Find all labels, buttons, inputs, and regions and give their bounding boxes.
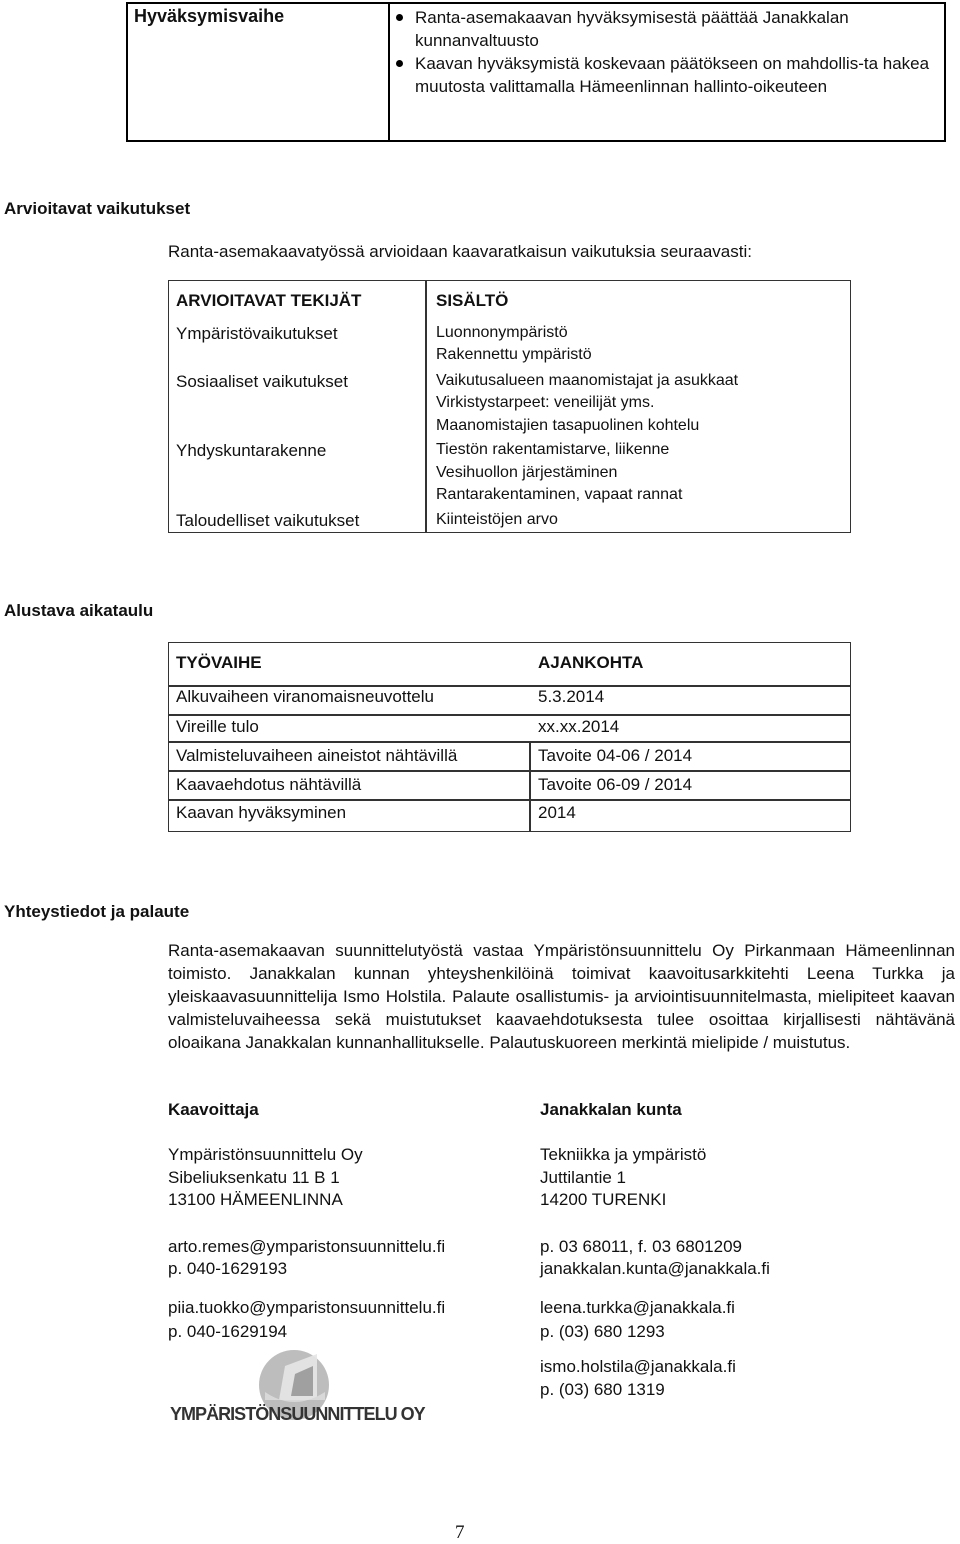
- municipality-street: Juttilantie 1: [540, 1168, 626, 1187]
- schedule-time: 5.3.2014: [538, 687, 605, 706]
- impact-factor: Sosiaaliset vaikutukset: [176, 372, 348, 391]
- logo-text: YMPÄRISTÖNSUUNNITTELU OY: [170, 1404, 426, 1424]
- municipality-org: Tekniikka ja ympäristö: [540, 1145, 707, 1164]
- schedule-row-divider: [168, 741, 851, 743]
- impact-content: Luonnonympäristö: [436, 324, 568, 341]
- impact-content: Maanomistajien tasapuolinen kohtelu: [436, 417, 700, 434]
- planner-email[interactable]: piia.tuokko@ymparistonsuunnittelu.fi: [168, 1298, 446, 1317]
- impacts-col-right-header: SISÄLTÖ: [436, 291, 509, 310]
- schedule-time: Tavoite 04-06 / 2014: [538, 746, 693, 765]
- planner-city: 13100 HÄMEENLINNA: [168, 1190, 343, 1209]
- schedule-phase: Alkuvaiheen viranomaisneuvottelu: [176, 687, 434, 706]
- impacts-table-divider: [425, 280, 427, 533]
- planner-title: Kaavoittaja: [168, 1100, 259, 1119]
- schedule-col-phase-header: TYÖVAIHE: [176, 653, 262, 672]
- approval-list: [396, 6, 941, 98]
- schedule-time: 2014: [538, 803, 576, 822]
- company-logo: [167, 1348, 429, 1432]
- municipality-phone: p. (03) 680 1319: [540, 1380, 665, 1399]
- impacts-heading: Arvioitavat vaikutukset: [4, 199, 191, 218]
- impacts-col-left-header: ARVIOITAVAT TEKIJÄT: [176, 291, 362, 310]
- municipality-city: 14200 TURENKI: [540, 1190, 667, 1209]
- impact-factor: Taloudelliset vaikutukset: [176, 511, 360, 530]
- schedule-phase: Vireille tulo: [176, 717, 259, 736]
- planner-phone: p. 040-1629193: [168, 1259, 288, 1278]
- municipality-email[interactable]: leena.turkka@janakkala.fi: [540, 1298, 735, 1317]
- planner-phone: p. 040-1629194: [168, 1322, 288, 1341]
- page-number: 7: [455, 1522, 465, 1543]
- impact-content: Rantarakentaminen, vapaat rannat: [436, 486, 683, 503]
- schedule-heading: Alustava aikataulu: [4, 601, 154, 620]
- approval-item: Kaavan hyväksymistä koskevaan päätökseen on mahdollis-ta hakea muutosta valittamalla Hämeenlinnan hallinto-oikeuteen: [396, 52, 935, 98]
- schedule-phase: Valmisteluvaiheen aineistot nähtävillä: [176, 746, 458, 765]
- impact-content: Vaikutusalueen maanomistajat ja asukkaat: [436, 372, 739, 389]
- approval-item: Ranta-asemakaavan hyväksymisestä päättää Janakkalan kunnanvaltuusto: [396, 6, 915, 52]
- approval-label: Hyväksymisvaihe: [134, 6, 285, 26]
- municipality-email[interactable]: ismo.holstila@janakkala.fi: [540, 1357, 736, 1376]
- impact-factor: Ympäristövaikutukset: [176, 324, 338, 343]
- schedule-time: xx.xx.2014: [538, 717, 620, 736]
- schedule-time: Tavoite 06-09 / 2014: [538, 775, 693, 794]
- municipality-phone: p. (03) 680 1293: [540, 1322, 665, 1341]
- impact-factor: Yhdyskuntarakenne: [176, 441, 327, 460]
- municipality-email[interactable]: janakkalan.kunta@janakkala.fi: [540, 1259, 770, 1278]
- schedule-phase: Kaavaehdotus nähtävillä: [176, 775, 362, 794]
- schedule-phase: Kaavan hyväksyminen: [176, 803, 347, 822]
- schedule-row-divider: [168, 799, 851, 801]
- municipality-title: Janakkalan kunta: [540, 1100, 682, 1119]
- municipality-phone-fax: p. 03 68011, f. 03 6801209: [540, 1237, 742, 1256]
- impact-content: Tiestön rakentamistarve, liikenne: [436, 441, 670, 458]
- contacts-heading: Yhteystiedot ja palaute: [4, 902, 190, 921]
- impact-content: Virkistystarpeet: veneilijät yms.: [436, 394, 655, 411]
- planner-street: Sibeliuksenkatu 11 B 1: [168, 1168, 340, 1187]
- approval-divider: [388, 2, 390, 142]
- schedule-col-time-header: AJANKOHTA: [538, 653, 644, 672]
- contacts-paragraph: Ranta-asemakaavan suunnittelutyöstä vastaa Ympäristönsuunnittelu Oy Pirkanmaan Hämeenlinnan toimisto. Janakkalan kunnan yhteyshenkilöinä toimivat kaavoitusarkkitehti Leena Turkka ja yleiskaavasuunnittelija Ismo Holstila. Palaute osallistumis- ja arviointisuunnitelmasta, mielipiteet kaavan valmisteluvaiheessa sekä muistutukset kaavaehdotuksesta tulee osoittaa kirjallisesti nähtävänä oloaikana Janakkalan kunnanhallitukselle. Palautuskuoreen merkintä mielipide / muistutus.: [168, 941, 955, 1052]
- planner-org: Ympäristönsuunnittelu Oy: [168, 1145, 363, 1164]
- schedule-row-divider: [168, 714, 851, 716]
- impacts-intro: Ranta-asemakaavatyössä arvioidaan kaavaratkaisun vaikutuksia seuraavasti:: [168, 242, 752, 261]
- schedule-col-divider: [529, 741, 531, 832]
- impact-content: Kiinteistöjen arvo: [436, 511, 558, 528]
- impact-content: Vesihuollon järjestäminen: [436, 464, 618, 481]
- company-logo-graphic: [167, 1348, 429, 1432]
- planner-email[interactable]: arto.remes@ymparistonsuunnittelu.fi: [168, 1237, 446, 1256]
- schedule-row-divider: [168, 770, 851, 772]
- impact-content: Rakennettu ympäristö: [436, 346, 592, 363]
